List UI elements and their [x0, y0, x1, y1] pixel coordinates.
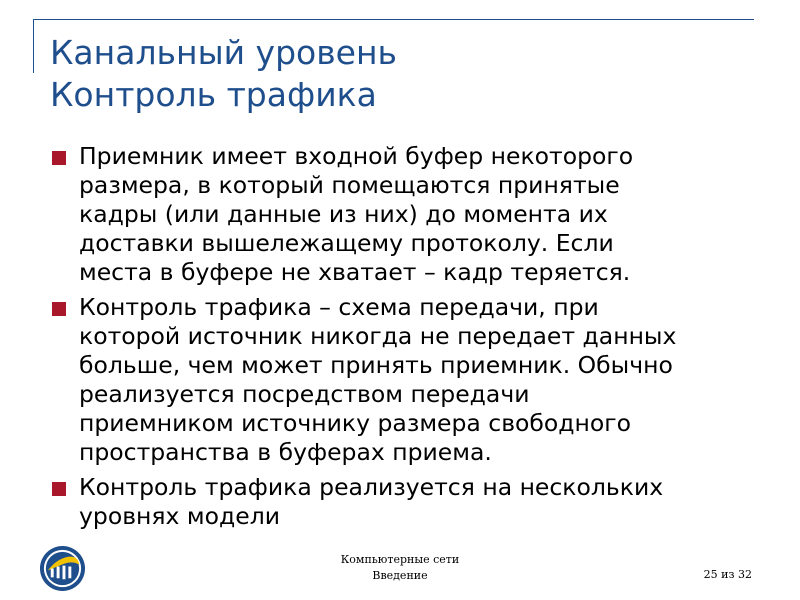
slide-title-line-2: Контроль трафика — [50, 75, 377, 114]
bullet-item — [50, 293, 770, 467]
bullet-line: пространства в буферах приема. — [79, 438, 492, 466]
slide-title — [50, 32, 770, 116]
university-logo-icon — [39, 545, 86, 592]
bullet-text — [79, 293, 770, 467]
bullet-item — [50, 142, 770, 287]
bullet-text — [79, 142, 770, 287]
bullet-line: доставки вышележащему протоколу. Если — [79, 229, 614, 257]
bullet-square-icon — [52, 482, 66, 496]
bullet-text — [79, 473, 770, 531]
bullet-line: Приемник имеет входной буфер некоторого — [79, 142, 634, 170]
footer-section: Введение — [372, 569, 428, 582]
bullet-line: приемником источнику размера свободного — [79, 409, 632, 437]
decorative-top-line — [34, 19, 754, 20]
bullet-line: места в буфере не хватает – кадр теряется. — [79, 258, 631, 286]
bullet-line: которой источник никогда не передает данных — [79, 322, 677, 350]
footer-course: Компьютерные сети — [340, 553, 460, 566]
bullet-item — [50, 473, 770, 531]
footer-center — [300, 552, 500, 584]
bullet-line: Контроль трафика реализуется на нескольких — [79, 473, 664, 501]
bullet-line: реализуется посредством передачи — [79, 380, 530, 408]
decorative-left-line — [33, 19, 34, 73]
bullet-square-icon — [52, 302, 66, 316]
bullet-line: Контроль трафика – схема передачи, при — [79, 293, 599, 321]
slide-title-line-1: Канальный уровень — [50, 33, 397, 72]
bullet-square-icon — [52, 151, 66, 165]
bullet-line: уровнях модели — [79, 502, 281, 530]
bullet-list — [50, 142, 770, 537]
bullet-line: размера, в который помещаются принятые — [79, 171, 620, 199]
bullet-line: кадры (или данные из них) до момента их — [79, 200, 608, 228]
bullet-line: больше, чем может принять приемник. Обычно — [79, 351, 673, 379]
page-number: 25 из 32 — [703, 568, 752, 581]
